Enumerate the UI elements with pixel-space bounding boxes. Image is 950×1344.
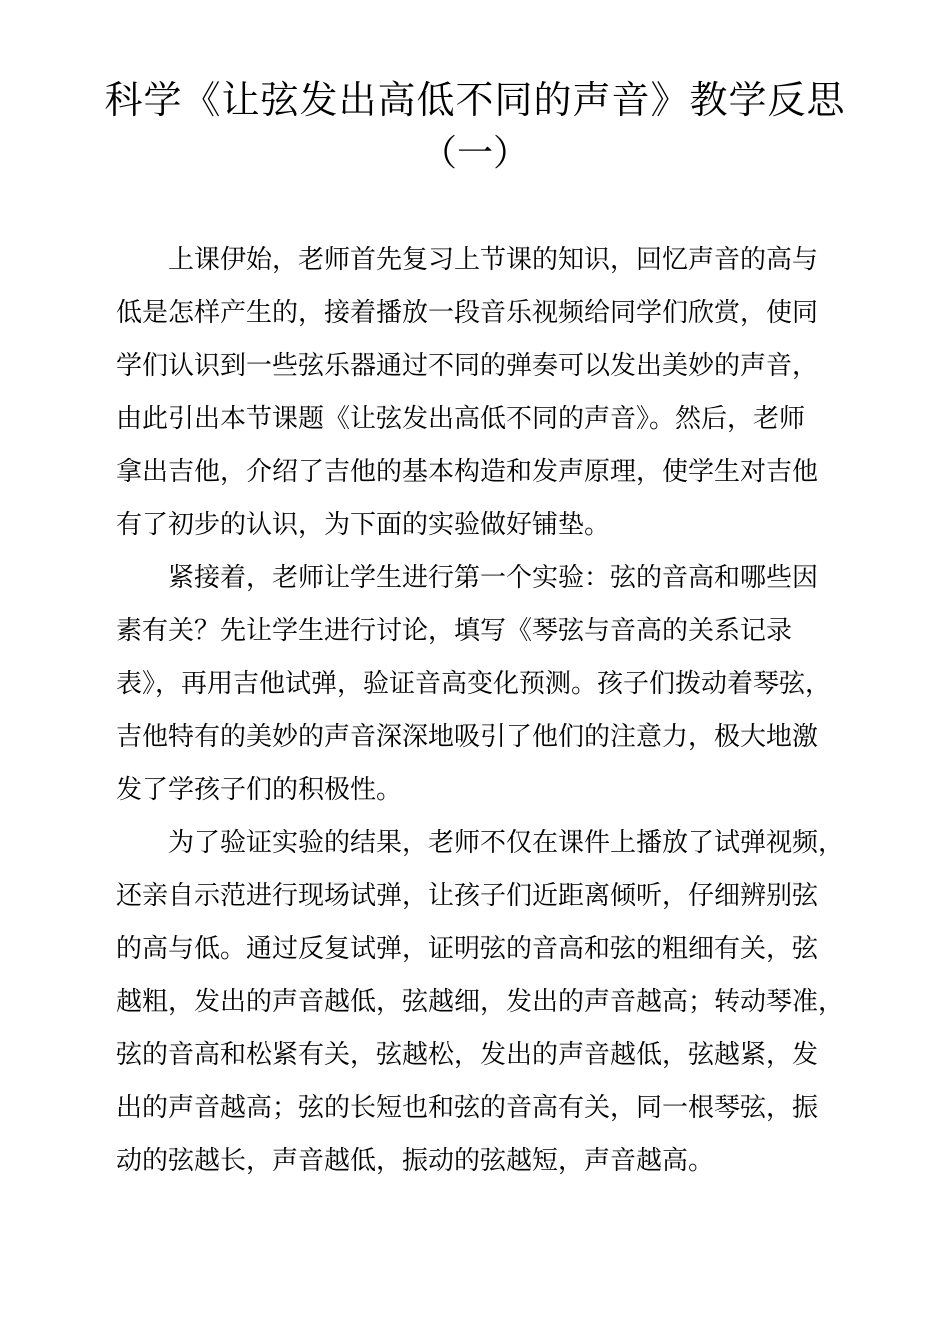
paragraph-1 (116, 234, 856, 552)
paragraph-2 (116, 552, 856, 817)
paragraph-line: 吉他特有的美妙的声音深深地吸引了他们的注意力，极大地激 (116, 722, 819, 752)
document-body (116, 234, 856, 1188)
paragraph-3 (116, 817, 856, 1188)
paragraph-line: 拿出吉他，介绍了吉他的基本构造和发声原理，使学生对吉他 (116, 457, 819, 487)
paragraph-line: 素有关？先让学生进行讨论，填写《琴弦与音高的关系记录 (116, 616, 793, 646)
paragraph-line: 为了验证实验的结果，老师不仅在课件上播放了试弹视频， (168, 828, 845, 858)
paragraph-line: 上课伊始，老师首先复习上节课的知识，回忆声音的高与 (168, 245, 819, 275)
paragraph-line: 出的声音越高；弦的长短也和弦的音高有关，同一根琴弦，振 (116, 1093, 819, 1123)
paragraph-line: 还亲自示范进行现场试弹，让孩子们近距离倾听，仔细辨别弦 (116, 881, 819, 911)
paragraph-line: 有了初步的认识，为下面的实验做好铺垫。 (116, 510, 611, 540)
document-subtitle: （一） (420, 133, 529, 174)
paragraph-line: 由此引出本节课题《让弦发出高低不同的声音》。然后，老师 (116, 404, 806, 434)
paragraph-line: 低是怎样产生的，接着播放一段音乐视频给同学们欣赏，使同 (116, 298, 819, 328)
paragraph-line: 弦的音高和松紧有关，弦越松，发出的声音越低，弦越紧，发 (116, 1040, 819, 1070)
paragraph-line: 学们认识到一些弦乐器通过不同的弹奏可以发出美妙的声音， (116, 351, 819, 381)
paragraph-line: 发了学孩子们的积极性。 (116, 775, 403, 805)
paragraph-line: 的高与低。通过反复试弹，证明弦的音高和弦的粗细有关，弦 (116, 934, 819, 964)
paragraph-line: 越粗，发出的声音越低，弦越细，发出的声音越高；转动琴准， (116, 987, 845, 1017)
document-title: 科学《让弦发出高低不同的声音》教学反思 (104, 78, 846, 122)
paragraph-line: 动的弦越长，声音越低，振动的弦越短，声音越高。 (116, 1146, 715, 1176)
paragraph-line: 表》，再用吉他试弹，验证音高变化预测。孩子们拨动着琴弦， (116, 669, 832, 699)
paragraph-line: 紧接着，老师让学生进行第一个实验：弦的音高和哪些因 (168, 563, 819, 593)
